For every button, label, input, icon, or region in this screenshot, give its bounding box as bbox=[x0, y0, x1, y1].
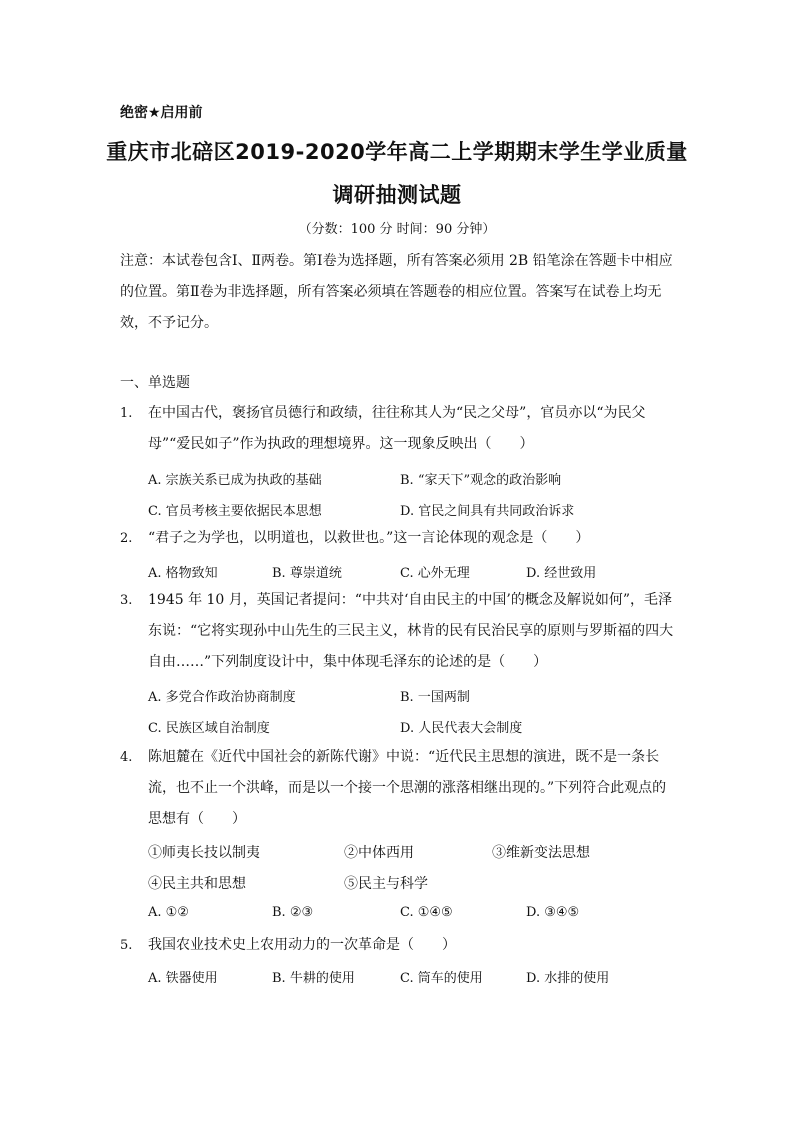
option-a: A. 铁器使用 bbox=[148, 971, 218, 986]
question-number: 2. bbox=[120, 531, 133, 546]
option-b: B. “家天下”观念的政治影响 bbox=[400, 473, 562, 488]
question-text: 在中国古代，褒扬官员德行和政绩，往往称其人为“民之父母”，官员亦以“为民父母”“爱民如子”作为执政的理想境界。这一现象反映出（ ） bbox=[148, 405, 646, 452]
option-c: C. 筒车的使用 bbox=[400, 971, 483, 986]
exam-title-line2: 调研抽测试题 bbox=[332, 183, 462, 207]
question-text: 陈旭麓在《近代中国社会的新陈代谢》中说：“近代民主思想的演进，既不是一条长流，也不止一个洪峰，而是以一个接一个思潮的涨落相继出现的。”下列符合此观点的思想有（ ） bbox=[148, 749, 667, 827]
question-text: 我国农业技术史上农用动力的一次革命是（ ） bbox=[148, 937, 456, 953]
option-a: A. 格物致知 bbox=[148, 566, 218, 581]
thought-item-4: ④民主共和思想 bbox=[148, 876, 246, 892]
section-heading: 一、单选题 bbox=[120, 375, 190, 391]
question-text: 1945 年 10 月，英国记者提问：“中共对‘自由民主的中国’的概念及解说如何”，毛泽东说：“它将实现孙中山先生的三民主义，林肯的民有民治民享的原则与罗斯福的四大自由……”下列制度设计中，集中体现毛泽东的论述的是（ ） bbox=[148, 592, 674, 670]
option-d: D. 官民之间具有共同政治诉求 bbox=[400, 504, 575, 519]
option-a: A. 宗族关系已成为执政的基础 bbox=[148, 473, 322, 488]
exam-title-line1: 重庆市北碚区2019-2020学年高二上学期期末学生学业质量 bbox=[106, 140, 688, 164]
option-c: C. ①④⑤ bbox=[400, 905, 453, 920]
question-number: 4. bbox=[120, 750, 133, 765]
option-d: D. 经世致用 bbox=[526, 566, 597, 581]
confidential-label: 绝密★启用前 bbox=[120, 105, 203, 121]
option-b: B. 一国两制 bbox=[400, 690, 470, 705]
option-d: D. 水排的使用 bbox=[526, 971, 610, 986]
option-d: D. ③④⑤ bbox=[526, 905, 580, 920]
option-c: C. 民族区域自治制度 bbox=[148, 721, 270, 736]
option-b: B. ②③ bbox=[272, 905, 314, 920]
thought-item-3: ③维新变法思想 bbox=[492, 845, 590, 861]
option-b: B. 牛耕的使用 bbox=[272, 971, 355, 986]
option-b: B. 尊崇道统 bbox=[272, 566, 342, 581]
question-number: 1. bbox=[120, 406, 133, 421]
thought-item-1: ①师夷长技以制夷 bbox=[148, 845, 260, 861]
option-d: D. 人民代表大会制度 bbox=[400, 721, 523, 736]
question-number: 5. bbox=[120, 938, 133, 953]
exam-notice: 注意：本试卷包含Ⅰ、Ⅱ两卷。第Ⅰ卷为选择题，所有答案必须用 2B 铅笔涂在答题卡中相应的位置。第Ⅱ卷为非选择题，所有答案必须填在答题卷的相应位置。答案写在试卷上均无效，不予记分。 bbox=[120, 253, 673, 331]
option-c: C. 心外无理 bbox=[400, 566, 470, 581]
option-a: A. 多党合作政治协商制度 bbox=[148, 690, 296, 705]
question-text: “君子之为学也，以明道也，以救世也。”这一言论体现的观念是（ ） bbox=[148, 530, 590, 546]
thought-item-5: ⑤民主与科学 bbox=[344, 876, 428, 892]
thought-item-2: ②中体西用 bbox=[344, 845, 414, 861]
exam-subtitle: （分数：100 分 时间：90 分钟） bbox=[298, 222, 496, 237]
option-c: C. 官员考核主要依据民本思想 bbox=[148, 504, 322, 519]
option-a: A. ①② bbox=[148, 905, 189, 920]
question-number: 3. bbox=[120, 593, 133, 608]
